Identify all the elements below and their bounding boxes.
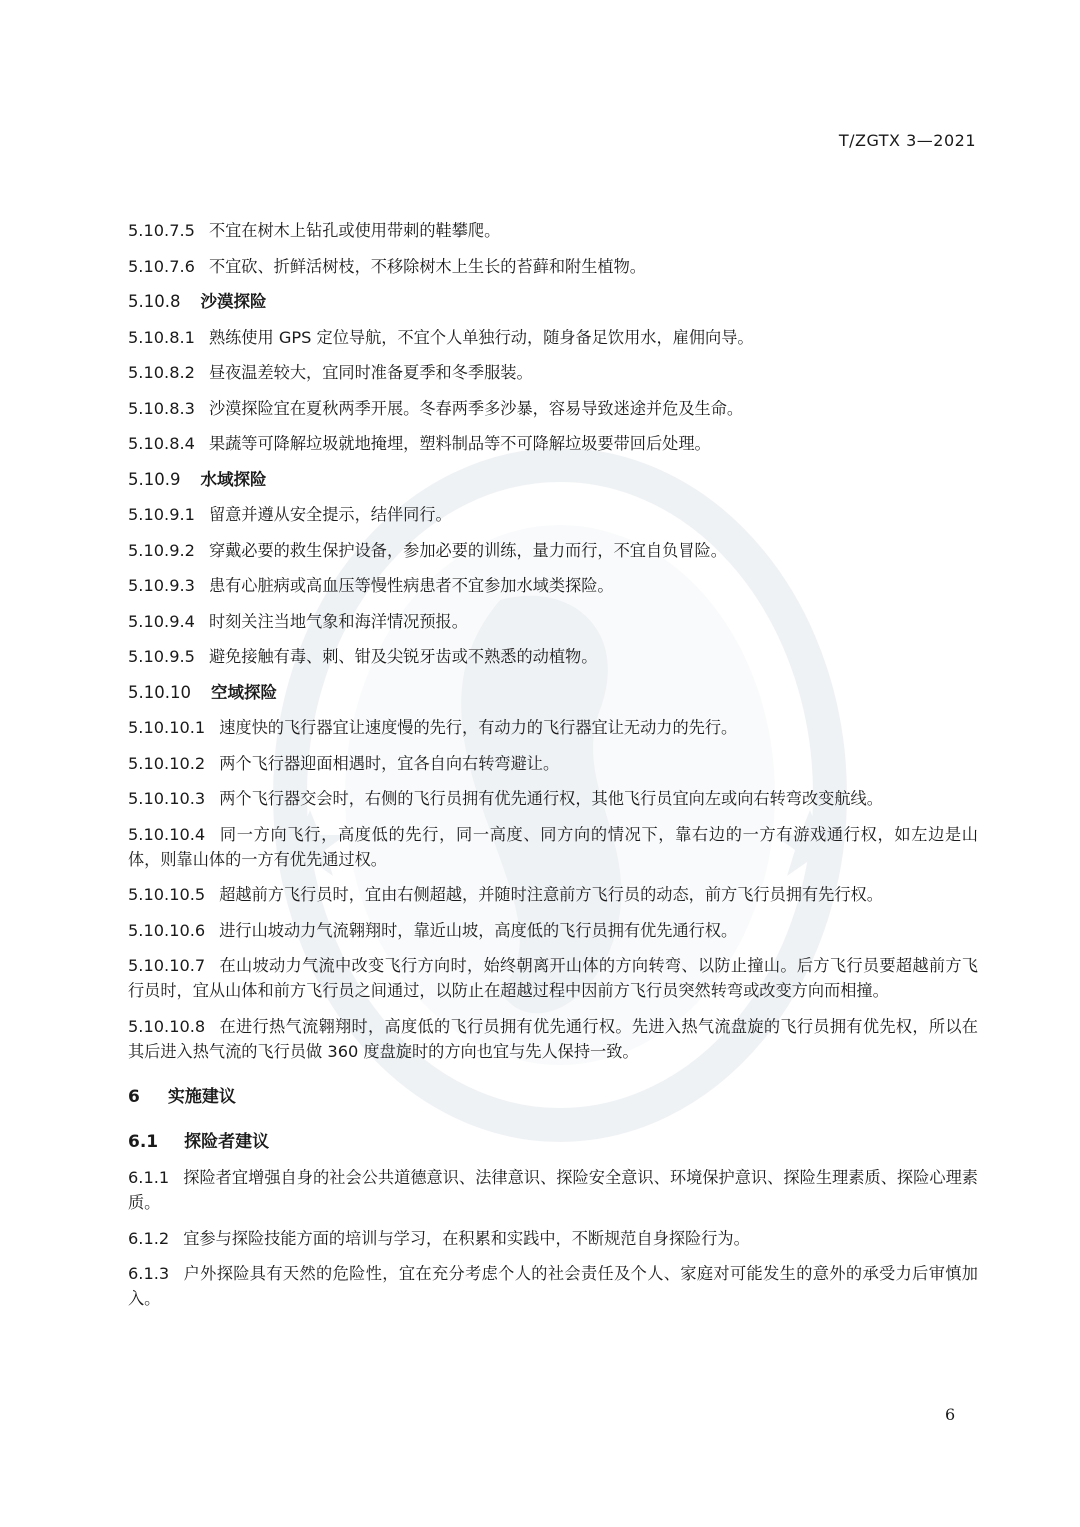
clause-text: 探险者宜增强自身的社会公共道德意识、法律意识、探险安全意识、环境保护意识、探险生理素质、探险心理素质。 bbox=[128, 1168, 978, 1212]
clause-paragraph bbox=[128, 609, 978, 634]
clause-paragraph bbox=[128, 538, 978, 563]
clause-text: 果蔬等可降解垃圾就地掩埋，塑料制品等不可降解垃圾要带回后处理。 bbox=[208, 434, 711, 453]
clause-text: 两个飞行器迎面相遇时，宜各自向右转弯避让。 bbox=[219, 753, 560, 773]
clause-text: 在山坡动力气流中改变飞行方向时，始终朝离开山体的方向转弯、以防止撞山。后方飞行员要超越前方飞行员时，宜从山体和前方飞行员之间通过，以防止在超越过程中因前方飞行员突然转弯或改变方向而相撞。 bbox=[128, 956, 978, 1000]
clause-text: 不宜砍、折鲜活树枝，不移除树木上生长的苔藓和附生植物。 bbox=[208, 256, 646, 276]
clause-number: 5.10.10 bbox=[128, 682, 191, 702]
clause-number: 5.10.9.5 bbox=[128, 647, 195, 666]
heading-title: 沙漠探险 bbox=[200, 292, 267, 311]
clause-text: 不宜在树木上钻孔或使用带刺的鞋攀爬。 bbox=[208, 221, 501, 240]
clause-text: 超越前方飞行员时，宜由右侧超越，并随时注意前方飞行员的动态，前方飞行员拥有先行权。 bbox=[219, 885, 883, 904]
clause-number: 5.10.7.5 bbox=[128, 221, 195, 240]
clause-text: 患有心脏病或高血压等慢性病患者不宜参加水域类探险。 bbox=[208, 576, 614, 595]
clause-number: 5.10.9.1 bbox=[128, 505, 195, 524]
clause-text: 穿戴必要的救生保护设备，参加必要的训练，量力而行，不宜自负冒险。 bbox=[208, 540, 727, 560]
clause-paragraph bbox=[128, 882, 978, 907]
clause-paragraph bbox=[128, 1165, 978, 1215]
clause-paragraph bbox=[128, 953, 978, 1003]
clause-text: 户外探险具有天然的危险性，宜在充分考虑个人的社会责任及个人、家庭对可能发生的意外的承受力后审慎加入。 bbox=[128, 1264, 978, 1308]
clause-text: 避免接触有毒、刺、钳及尖锐牙齿或不熟悉的动植物。 bbox=[208, 647, 598, 666]
clause-paragraph bbox=[128, 254, 978, 279]
clause-number: 5.10.10.1 bbox=[128, 718, 206, 737]
clause-text: 速度快的飞行器宜让速度慢的先行，有动力的飞行器宜让无动力的先行。 bbox=[219, 718, 738, 737]
clause-text: 沙漠探险宜在夏秋两季开展。冬春两季多沙暴，容易导致迷途并危及生命。 bbox=[208, 398, 744, 418]
clause-paragraph bbox=[128, 396, 978, 421]
clause-number: 5.10.10.8 bbox=[128, 1016, 206, 1036]
clause-paragraph bbox=[128, 325, 978, 350]
clause-number: 5.10.10.5 bbox=[128, 885, 206, 904]
clause-number: 5.10.8.3 bbox=[128, 398, 195, 418]
clause-number: 6 bbox=[128, 1086, 140, 1107]
clause-text: 熟练使用 GPS 定位导航，不宜个人单独行动，随身备足饮用水，雇佣向导。 bbox=[208, 327, 754, 347]
clause-paragraph bbox=[128, 502, 978, 527]
clause-number: 5.10.9 bbox=[128, 469, 181, 489]
clause-number: 5.10.7.6 bbox=[128, 256, 195, 276]
clause-number: 5.10.9.3 bbox=[128, 576, 195, 595]
clause-number: 5.10.10.6 bbox=[128, 920, 206, 940]
section-heading bbox=[128, 1085, 978, 1110]
section-heading bbox=[128, 680, 978, 705]
clause-paragraph bbox=[128, 751, 978, 776]
heading-title: 空域探险 bbox=[210, 682, 277, 702]
page-number: 6 bbox=[945, 1405, 956, 1424]
clause-text: 宜参与探险技能方面的培训与学习，在积累和实践中，不断规范自身探险行为。 bbox=[183, 1228, 750, 1248]
clause-paragraph bbox=[128, 822, 978, 872]
clause-number: 5.10.10.3 bbox=[128, 789, 206, 808]
clause-number: 6.1.2 bbox=[128, 1228, 170, 1248]
clause-text: 进行山坡动力气流翱翔时，靠近山坡，高度低的飞行员拥有优先通行权。 bbox=[219, 920, 738, 940]
clause-paragraph bbox=[128, 1261, 978, 1311]
clause-text: 在进行热气流翱翔时，高度低的飞行员拥有优先通行权。先进入热气流盘旋的飞行员拥有优先权，所以在其后进入热气流的飞行员做 360 度盘旋时的方向也宜与先人保持一致。 bbox=[128, 1016, 978, 1061]
clause-number: 5.10.10.2 bbox=[128, 753, 206, 773]
section-heading bbox=[128, 1130, 978, 1155]
clause-text: 时刻关注当地气象和海洋情况预报。 bbox=[208, 611, 468, 631]
clause-paragraph bbox=[128, 431, 978, 456]
clause-paragraph bbox=[128, 1014, 978, 1064]
clause-text: 留意并遵从安全提示，结伴同行。 bbox=[208, 505, 452, 524]
clause-paragraph bbox=[128, 715, 978, 740]
clause-number: 5.10.9.4 bbox=[128, 611, 195, 631]
clause-paragraph bbox=[128, 786, 978, 811]
clause-text: 两个飞行器交会时，右侧的飞行员拥有优先通行权，其他飞行员宜向左或向右转弯改变航线。 bbox=[219, 789, 883, 808]
section-heading bbox=[128, 467, 978, 492]
clause-number: 5.10.10.4 bbox=[128, 824, 206, 844]
clause-text: 同一方向飞行，高度低的先行，同一高度、同方向的情况下，靠右边的一方有游戏通行权，如左边是山体，则靠山体的一方有优先通过权。 bbox=[128, 824, 978, 869]
clause-number: 5.10.10.7 bbox=[128, 956, 206, 975]
clause-paragraph bbox=[128, 644, 978, 669]
heading-title: 探险者建议 bbox=[184, 1131, 270, 1152]
clause-number: 5.10.8.1 bbox=[128, 327, 195, 347]
clause-number: 5.10.8 bbox=[128, 292, 181, 311]
section-heading bbox=[128, 289, 978, 314]
clause-paragraph bbox=[128, 218, 978, 243]
document-body bbox=[128, 218, 978, 1322]
clause-paragraph bbox=[128, 918, 978, 943]
clause-number: 6.1 bbox=[128, 1131, 159, 1152]
clause-number: 6.1.1 bbox=[128, 1168, 170, 1187]
clause-paragraph bbox=[128, 573, 978, 598]
clause-text: 昼夜温差较大，宜同时准备夏季和冬季服装。 bbox=[208, 363, 533, 382]
heading-title: 水域探险 bbox=[200, 469, 267, 489]
clause-number: 5.10.9.2 bbox=[128, 540, 195, 560]
clause-number: 5.10.8.2 bbox=[128, 363, 195, 382]
clause-number: 5.10.8.4 bbox=[128, 434, 195, 453]
clause-paragraph bbox=[128, 1226, 978, 1251]
clause-paragraph bbox=[128, 360, 978, 385]
document-code: T/ZGTX 3—2021 bbox=[838, 131, 976, 150]
heading-title: 实施建议 bbox=[167, 1086, 236, 1107]
clause-number: 6.1.3 bbox=[128, 1264, 170, 1283]
